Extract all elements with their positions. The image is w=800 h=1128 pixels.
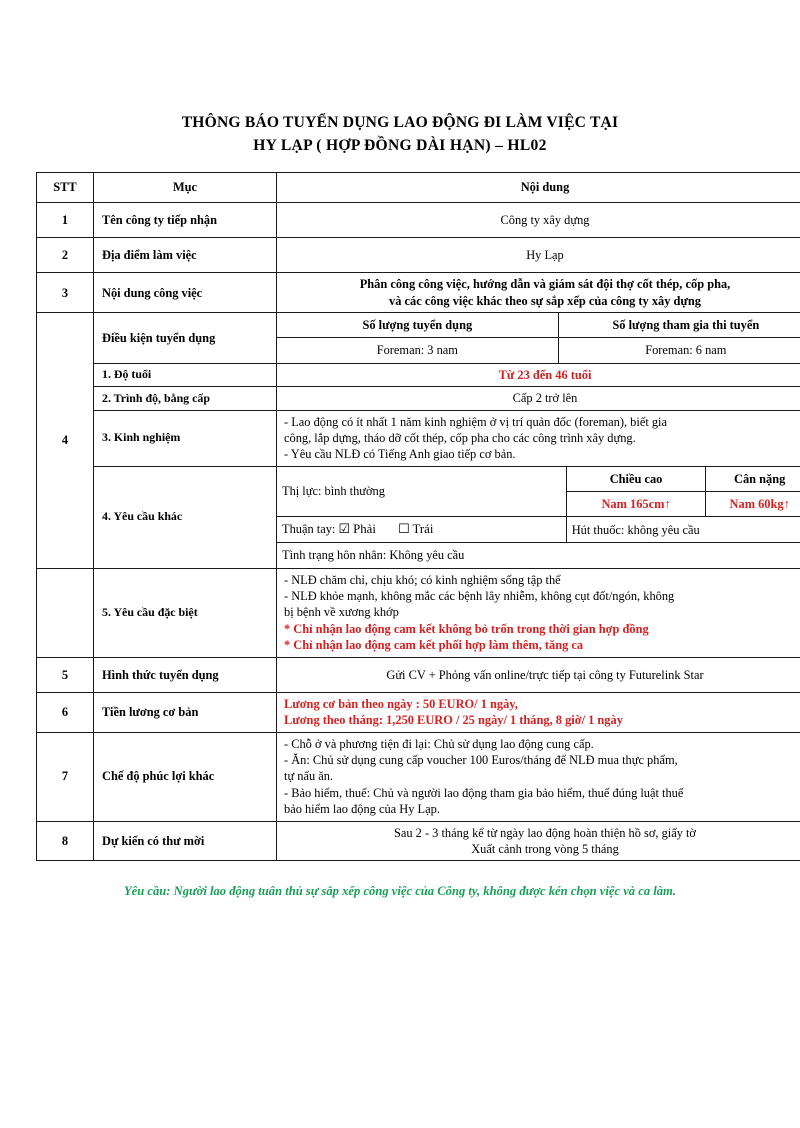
title-line-2: HY LẠP ( HỢP ĐỒNG DÀI HẠN) – HL02 (253, 136, 547, 154)
table-row (37, 273, 800, 313)
vision-height-weight-row (277, 467, 800, 492)
row-1-value: Công ty xây dựng (277, 202, 800, 237)
row-4d-value (277, 410, 800, 466)
quota-header-row (277, 313, 800, 338)
table-row (37, 692, 800, 732)
header-muc: Mục (94, 173, 277, 202)
row-8-line-1: Sau 2 - 3 tháng kể từ ngày lao động hoàn thiện hồ sơ, giấy tờ (393, 825, 696, 840)
table-row (37, 732, 800, 821)
row-3-value-line-1: Phân công công việc, hướng dẫn và giám sát đội thợ cốt thép, cốp pha, (359, 277, 731, 292)
row-4f-line-3: bị bệnh về xương khớp (284, 605, 399, 620)
row-7-line-4: - Bảo hiểm, thuế: Chủ và người lao động tham gia bảo hiểm, thuế đúng luật thuế (284, 785, 684, 800)
quota-subtable (277, 313, 800, 363)
row-6-line-1: Lương cơ bản theo ngày : 50 EURO/ 1 ngày, (284, 696, 518, 711)
row-4c-label: 2. Trình độ, bằng cấp (94, 387, 277, 410)
checkbox-right-handed[interactable]: ☑ Phải (338, 522, 376, 537)
row-4f-value (277, 568, 800, 657)
row-4b-label: 1. Độ tuổi (94, 363, 277, 386)
row-8-line-2: Xuất cảnh trong vòng 5 tháng (471, 841, 619, 856)
handedness-label: Thuận tay: (282, 522, 336, 537)
row-2-label: Địa điểm làm việc (94, 237, 277, 272)
row-8-value (277, 821, 800, 861)
row-4f-line-2: - NLĐ khỏe mạnh, không mắc các bệnh lây nhiễm, không cụt đốt/ngón, không (284, 589, 675, 604)
smoking-cell: Hút thuốc: không yêu cầu (566, 517, 800, 543)
row-6-line-2: Lương theo tháng: 1,250 EURO / 25 ngày/ 1 tháng, 8 giờ/ 1 ngày (284, 713, 623, 728)
row-4d-line-2: công, lắp dựng, tháo dỡ cốt thép, cốp pha cho các công trình xây dựng. (284, 430, 636, 445)
footer-note: Yêu cầu: Người lao động tuân thủ sự sắp xếp công việc của Công ty, không được kén chọn việc và ca làm. (123, 884, 677, 899)
height-value: Nam 165cm↑ (566, 492, 706, 517)
row-6-label: Tiền lương cơ bản (94, 692, 277, 732)
handedness-smoking-row (277, 517, 800, 543)
row-4e-value (277, 466, 800, 568)
row-4c-value: Cấp 2 trở lên (277, 387, 800, 410)
marital-status-cell: Tình trạng hôn nhân: Không yêu cầu (277, 543, 800, 568)
weight-label: Cân nặng (706, 467, 800, 492)
table-row (37, 821, 800, 861)
row-7-value (277, 732, 800, 821)
row-4f-line-1: - NLĐ chăm chỉ, chịu khó; có kinh nghiệm sống tập thể (284, 572, 561, 587)
table-row (37, 657, 800, 692)
recruitment-table-wrapper (0, 157, 800, 861)
table-header-row (37, 173, 800, 202)
row-5-stt: 5 (37, 657, 94, 692)
quota-value-left: Foreman: 3 nam (277, 338, 558, 363)
quota-value-row (277, 338, 800, 363)
row-8-stt: 8 (37, 821, 94, 861)
row-4d-line-3: - Yêu cầu NLĐ có Tiếng Anh giao tiếp cơ bản. (284, 447, 516, 462)
weight-value: Nam 60kg↑ (706, 492, 800, 517)
row-4a-value (277, 313, 800, 364)
row-4f-line-5: * Chỉ nhận lao động cam kết phối hợp làm thêm, tăng ca (284, 638, 584, 653)
quota-value-right: Foreman: 6 nam (558, 338, 800, 363)
table-row (37, 237, 800, 272)
table-row (37, 568, 800, 657)
row-4-stt: 4 (37, 313, 94, 569)
title-line-1: THÔNG BÁO TUYỂN DỤNG LAO ĐỘNG ĐI LÀM VIỆC TẠI (181, 114, 619, 131)
row-4d-line-1: - Lao động có ít nhất 1 năm kinh nghiệm ở vị trí quản đốc (foreman), biết gia (284, 414, 667, 429)
row-6-stt: 6 (37, 692, 94, 732)
row-5-label: Hình thức tuyển dụng (94, 657, 277, 692)
table-row (37, 202, 800, 237)
table-row (37, 313, 800, 364)
vision-cell: Thị lực: bình thường (277, 467, 566, 517)
row-1-label: Tên công ty tiếp nhận (94, 202, 277, 237)
quota-header-left: Số lượng tuyển dụng (277, 313, 558, 338)
handedness-cell (277, 517, 566, 543)
table-row (37, 387, 800, 410)
row-3-stt: 3 (37, 273, 94, 313)
row-4e-label: 4. Yêu cầu khác (94, 466, 277, 568)
row-3-value (277, 273, 800, 313)
table-row (37, 363, 800, 386)
row-6-value (277, 692, 800, 732)
row-2-value: Hy Lạp (277, 237, 800, 272)
checkbox-left-handed[interactable]: ☐ Trái (398, 522, 434, 537)
table-row (37, 410, 800, 466)
row-4a-label: Điều kiện tuyển dụng (94, 313, 277, 364)
row-3-value-line-2: và các công việc khác theo sự sắp xếp của công ty xây dựng (389, 293, 701, 308)
row-4d-label: 3. Kinh nghiệm (94, 410, 277, 466)
quota-header-right: Số lượng tham gia thi tuyển (558, 313, 800, 338)
height-label: Chiều cao (566, 467, 706, 492)
row-4f-stt-spacer (37, 568, 94, 657)
header-stt: STT (37, 173, 94, 202)
marital-status-row (277, 543, 800, 568)
row-2-stt: 2 (37, 237, 94, 272)
row-7-line-3: tự nấu ăn. (284, 769, 334, 784)
header-noidung: Nội dung (277, 173, 800, 202)
row-7-stt: 7 (37, 732, 94, 821)
row-4f-label: 5. Yêu cầu đặc biệt (94, 568, 277, 657)
document-title (0, 0, 800, 157)
other-requirements-subtable (277, 467, 800, 568)
row-1-stt: 1 (37, 202, 94, 237)
row-4f-line-4: * Chỉ nhận lao động cam kết không bỏ trốn trong thời gian hợp đồng (284, 621, 649, 636)
row-8-label: Dự kiến có thư mời (94, 821, 277, 861)
row-4b-value: Từ 23 đến 46 tuổi (277, 363, 800, 386)
row-3-label: Nội dung công việc (94, 273, 277, 313)
row-7-label: Chế độ phúc lợi khác (94, 732, 277, 821)
row-5-value: Gửi CV + Phỏng vấn online/trực tiếp tại công ty Futurelink Star (277, 657, 800, 692)
row-7-line-5: bảo hiểm lao động của Hy Lạp. (284, 802, 440, 817)
table-row (37, 466, 800, 568)
row-7-line-2: - Ăn: Chủ sử dụng cung cấp voucher 100 Euros/tháng để NLĐ mua thực phẩm, (284, 753, 678, 768)
row-7-line-1: - Chỗ ở và phương tiện đi lại: Chủ sử dụng lao động cung cấp. (284, 736, 594, 751)
recruitment-table (36, 172, 800, 861)
